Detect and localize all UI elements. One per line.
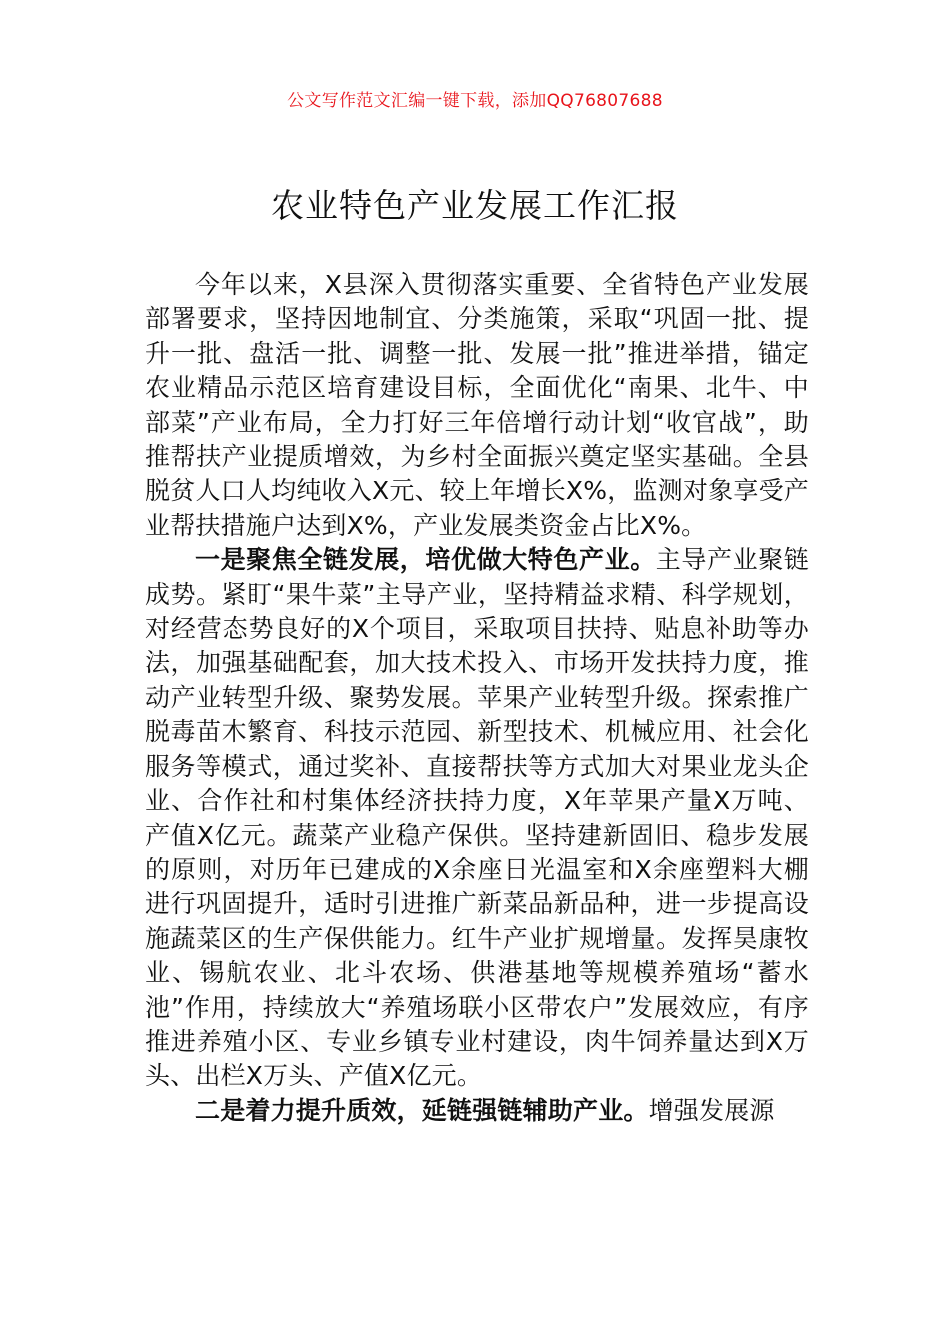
paragraph-text: 今年以来，X县深入贯彻落实重要、全省特色产业发展部署要求，坚持因地制宜、分类施策，采取“巩固一批、提升一批、盘活一批、调整一批、发展一批”推进举措，锚定农业精品示范区培育建设目标，全面优化“南果、北牛、中部菜”产业布局，全力打好三年倍增行动计划“收官战”，助推帮扶产业提质增效，为乡村全面振兴奠定坚实基础。全县脱贫人口人均纯收入X元、较上年增长X%，监测对象享受产业帮扶措施户达到X%，产业发展类资金占比X%。 (145, 270, 809, 540)
paragraph-intro (145, 268, 809, 543)
paragraph-text: 增强发展源 (648, 1095, 775, 1125)
paragraph-section-1 (145, 543, 809, 1094)
promo-banner: 公文写作范文汇编一键下载，添加QQ76807688 (287, 91, 663, 111)
paragraph-lead: 一是聚焦全链发展，培优做大特色产业。 (195, 545, 656, 575)
paragraph-lead: 二是着力提升质效，延链强链辅助产业。 (195, 1095, 649, 1125)
document-title: 农业特色产业发展工作汇报 (271, 186, 679, 225)
paragraph-section-2 (145, 1094, 809, 1128)
document-body (145, 268, 809, 1128)
paragraph-text: 主导产业聚链成势。紧盯“果牛菜”主导产业，坚持精益求精、科学规划，对经营态势良好的X个项目，采取项目扶持、贴息补助等办法，加强基础配套，加大技术投入、市场开发扶持力度，推动产业转型升级、聚势发展。苹果产业转型升级。探索推广脱毒苗木繁育、科技示范园、新型技术、机械应用、社会化服务等模式，通过奖补、直接帮扶等方式加大对果业龙头企业、合作社和村集体经济扶持力度，X年苹果产量X万吨、产值X亿元。蔬菜产业稳产保供。坚持建新固旧、稳步发展的原则，对历年已建成的X余座日光温室和X余座塑料大棚进行巩固提升，适时引进推广新菜品新品种，进一步提高设施蔬菜区的生产保供能力。红牛产业扩规增量。发挥昊康牧业、锡航农业、北斗农场、供港基地等规模养殖场“蓄水池”作用，持续放大“养殖场联小区带农户”发展效应，有序推进养殖小区、专业乡镇专业村建设，肉牛饲养量达到X万头、出栏X万头、产值X亿元。 (145, 545, 809, 1091)
